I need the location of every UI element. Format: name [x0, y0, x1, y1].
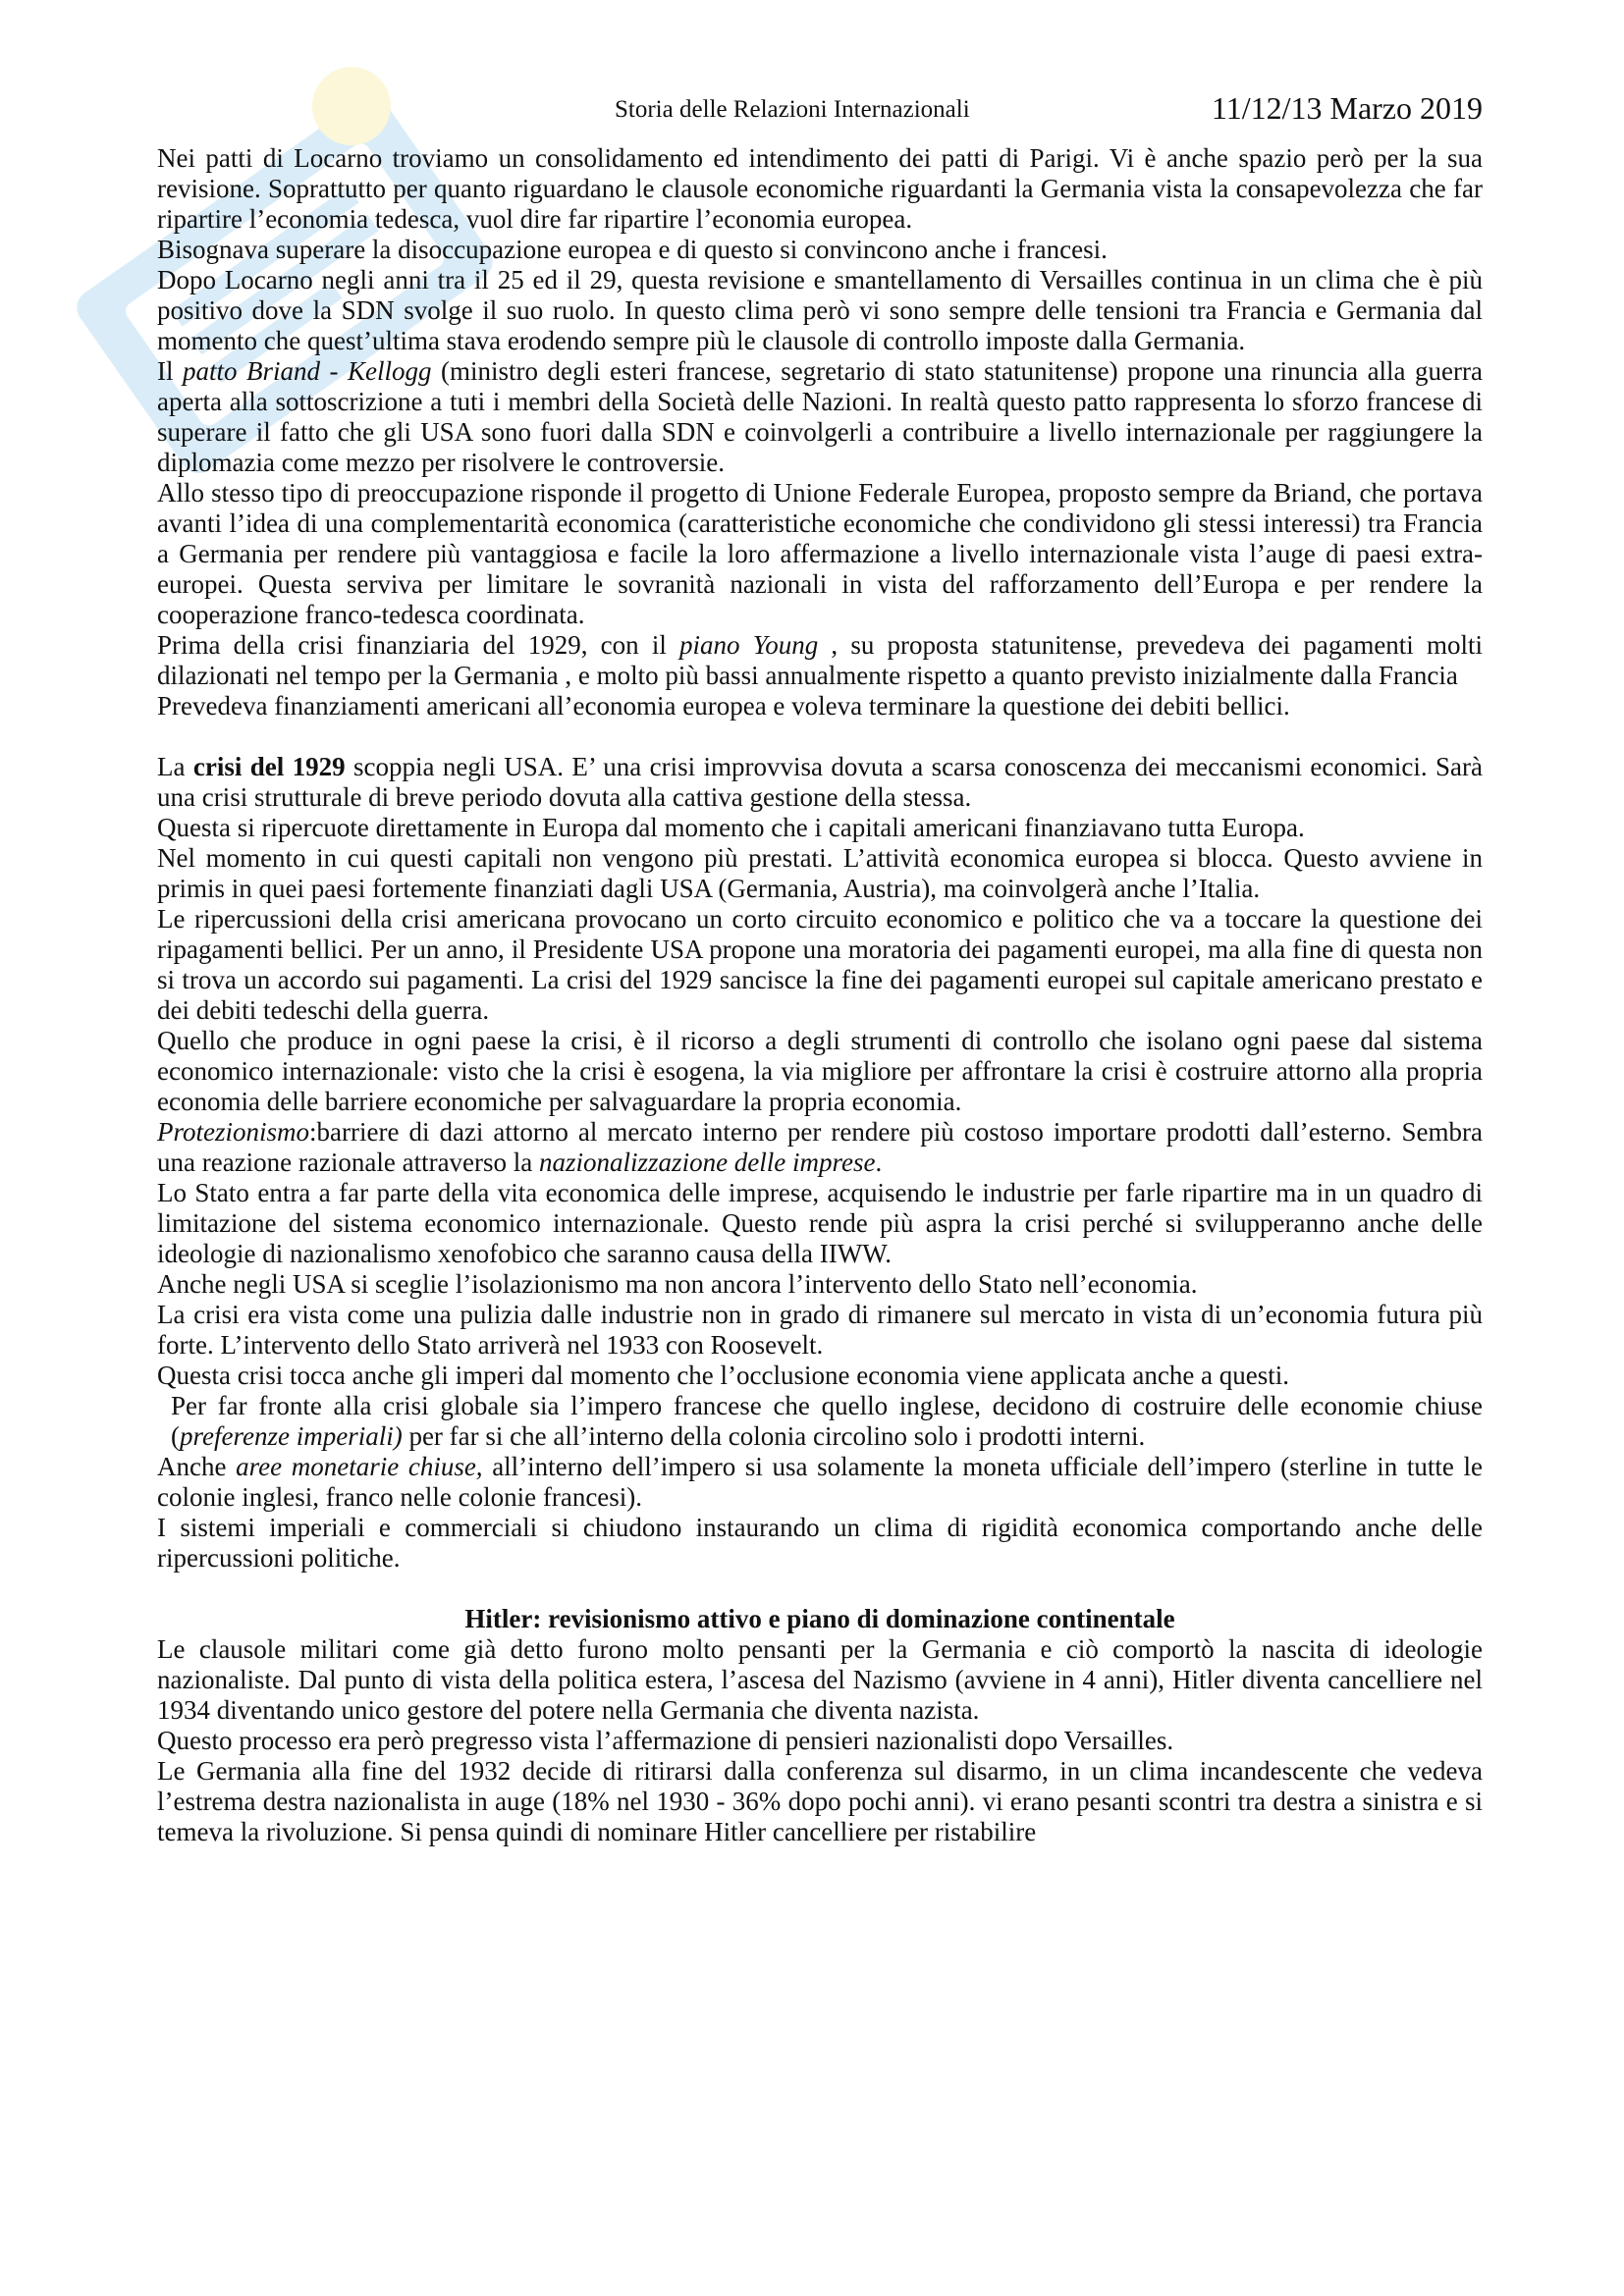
paragraph: Anche aree monetarie chiuse, all’interno dell’impero si usa solamente la moneta ufficiale dell’impero (sterline in tutte le colonie inglesi, franco nelle colonie francesi).	[157, 1452, 1483, 1512]
term-protezionismo: Protezionismo	[157, 1117, 309, 1147]
paragraph: Le clausole militari come già detto furono molto pensanti per la Germania e ciò comportò la nascita di ideologie nazionaliste. Dal punto di vista della politica estera, l’ascesa del Nazismo (avviene in 4 anni), Hitler diventa cancelliere nel 1934 diventando unico gestore del potere nella Germania che diventa nazista.	[157, 1634, 1483, 1725]
paragraph: Questa crisi tocca anche gli imperi dal momento che l’occlusione economia viene applicata anche a questi.	[157, 1361, 1290, 1390]
paragraph: Anche negli USA si sceglie l’isolazionismo ma non ancora l’intervento dello Stato nell’economia.	[157, 1269, 1198, 1299]
paragraph: Questo processo era però pregresso vista l’affermazione di pensieri nazionalisti dopo Versailles.	[157, 1726, 1174, 1755]
paragraph: Prima della crisi finanziaria del 1929, con il piano Young , su proposta statunitense, prevedeva dei pagamenti molti dilazionati nel tempo per la Germania , e molto più bassi annualmente rispetto a quanto previsto inizialmente dalla Francia	[157, 630, 1483, 690]
paragraph: Lo Stato entra a far parte della vita economica delle imprese, acquisendo le industrie per farle ripartire ma in un quadro di limitazione del sistema economico internazionale. Questo rende più aspra la crisi perché si svilupperanno anche delle ideologie di nazionalismo xenofobico che saranno causa della IIWW.	[157, 1178, 1483, 1268]
paragraph: Prevedeva finanziamenti americani all’economia europea e voleva terminare la questione dei debiti bellici.	[157, 691, 1290, 721]
term-piano-young: piano Young	[679, 630, 819, 660]
paragraph: La crisi era vista come una pulizia dalle industrie non in grado di rimanere sul mercato in vista di un’economia futura più forte. L’intervento dello Stato arriverà nel 1933 con Roosevelt.	[157, 1300, 1483, 1360]
paragraph: Quello che produce in ogni paese la crisi, è il ricorso a degli strumenti di controllo che isolano ogni paese dal sistema economico internazionale: visto che la crisi è esogena, la via migliore per affrontare la crisi è costruire attorno alla propria economia delle barriere economiche per salvaguardare la propria economia.	[157, 1026, 1483, 1116]
paragraph: Le Germania alla fine del 1932 decide di ritirarsi dalla conferenza sul disarmo, in un clima incandescente che vedeva l’estrema destra nazionalista in auge (18% nel 1930 - 36% dopo pochi anni). vi erano pesanti scontri tra destra a sinistra e si temeva la rivoluzione. Si pensa quindi di nominare Hitler cancelliere per ristabilire	[157, 1756, 1483, 1846]
page-header	[157, 90, 1483, 139]
course-title: Storia delle Relazioni Internazionali	[615, 96, 970, 123]
paragraph: Allo stesso tipo di preoccupazione risponde il progetto di Unione Federale Europea, proposto sempre da Briand, che portava avanti l’idea di una complementarità economica (caratteristiche economiche che condividono gli stessi interessi) tra Francia a Germania per rendere più vantaggiosa e facile la loro affermazione a livello internazionale vista l’auge di paesi extra-europei. Questa serviva per limitare le sovranità nazionali in vista del rafforzamento dell’Europa e per rendere la cooperazione franco-tedesca coordinata.	[157, 478, 1483, 629]
paragraph: Nei patti di Locarno troviamo un consolidamento ed intendimento dei patti di Parigi. Vi è anche spazio però per la sua revisione. Soprattutto per quanto riguardano le clausole economiche riguardanti la Germania vista la consapevolezza che far ripartire l’economia tedesca, vuol dire far ripartire l’economia europea.	[157, 143, 1483, 234]
paragraph: Il patto Briand - Kellogg (ministro degli esteri francese, segretario di stato statunitense) propone una rinuncia alla guerra aperta alla sottoscrizione a tuti i membri della Società delle Nazioni. In realtà questo patto rappresenta lo sforzo francese di superare il fatto che gli USA sono fuori dalla SDN e coinvolgerli a contribuire a livello internazionale per raggiungere la diplomazia come mezzo per risolvere le controversie.	[157, 356, 1483, 477]
paragraph: Per far fronte alla crisi globale sia l’impero francese che quello inglese, decidono di costruire delle economie chiuse (preferenze imperiali) per far si che all’interno della colonia circolino solo i prodotti interni.	[171, 1391, 1483, 1451]
term-nazionalizzazione: nazionalizzazione delle imprese	[539, 1148, 876, 1177]
paragraph: Protezionismo:barriere di dazi attorno al mercato interno per rendere più costoso importare prodotti dall’esterno. Sembra una reazione razionale attraverso la nazionalizzazione delle imprese.	[157, 1117, 1483, 1177]
term-aree-monetarie: aree monetarie chiuse,	[236, 1452, 483, 1481]
paragraph: La crisi del 1929 scoppia negli USA. E’ una crisi improvvisa dovuta a scarsa conoscenza dei meccanismi economici. Sarà una crisi strutturale di breve periodo dovuta alla cattiva gestione della stessa.	[157, 752, 1483, 812]
term-patto-briand-kellogg: patto Briand - Kellogg	[183, 356, 432, 386]
paragraph: Nel momento in cui questi capitali non vengono più prestati. L’attività economica europea si blocca. Questo avviene in primis in quei paesi fortemente finanziati dagli USA (Germania, Austria), ma coinvolgerà anche l’Italia.	[157, 843, 1483, 903]
lecture-date: 11/12/13 Marzo 2019	[1211, 90, 1483, 126]
paragraph: Questa si ripercuote direttamente in Europa dal momento che i capitali americani finanziavano tutta Europa.	[157, 813, 1305, 842]
paragraph: Bisognava superare la disoccupazione europea e di questo si convincono anche i francesi.	[157, 235, 1108, 264]
document-body	[157, 143, 1483, 1847]
paragraph: I sistemi imperiali e commerciali si chiudono instaurando un clima di rigidità economica comportando anche delle ripercussioni politiche.	[157, 1513, 1483, 1573]
paragraph: Le ripercussioni della crisi americana provocano un corto circuito economico e politico che va a toccare la questione dei ripagamenti bellici. Per un anno, il Presidente USA propone una moratoria dei pagamenti europei, ma alla fine di questa non si trova un accordo sui pagamenti. La crisi del 1929 sancisce la fine dei pagamenti europei sul capitale americano prestato e dei debiti tedeschi della guerra.	[157, 904, 1483, 1025]
paragraph: Dopo Locarno negli anni tra il 25 ed il 29, questa revisione e smantellamento di Versailles continua in un clima che è più positivo dove la SDN svolge il suo ruolo. In questo clima però vi sono sempre delle tensioni tra Francia e Germania dal momento che quest’ultima stava erodendo sempre più le clausole di controllo imposte dalla Germania.	[157, 265, 1483, 355]
term-preferenze-imperiali: preferenze imperiali)	[180, 1421, 403, 1451]
term-crisi-1929: crisi del 1929	[192, 752, 346, 781]
section-heading: Hitler: revisionismo attivo e piano di dominazione continentale	[464, 1604, 1175, 1633]
